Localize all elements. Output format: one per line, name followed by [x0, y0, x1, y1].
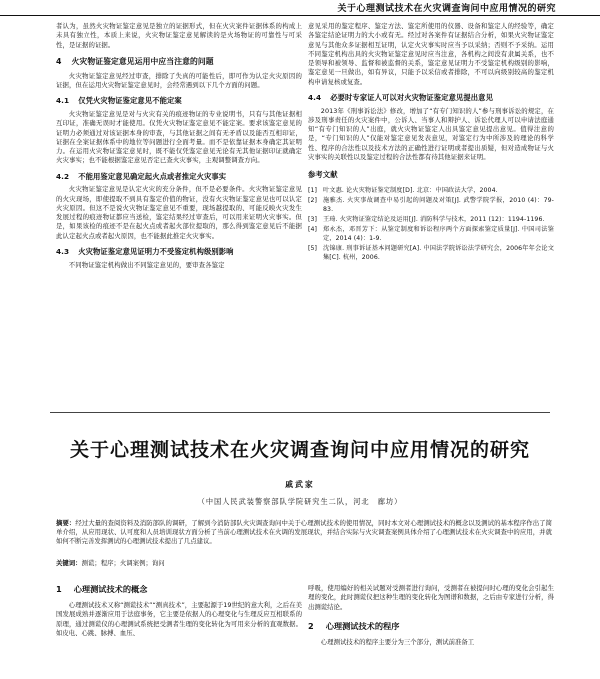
section-2-paragraph: 心理测试技术的程序主要分为三个部分，测试前准备工 — [320, 637, 475, 646]
section-4-1-paragraph: 火灾物证鉴定意见是对与火灾有关的痕迹物证的专业说明书，只有与其他证据相互印证，准确无误时才能使用。仅凭火灾物证鉴定意见不能定案。要求该鉴定意见的证明力必须通过对该证据本身的审查，与其他证据之间有无矛盾以及能否互相印证，证据在全案证据体系中的地位等问题进行全面考量。而不是依靠证据本身确定其证明力。在运用火灾物证鉴定意见时，既不能仅凭鉴定意见无论有无其他证据印证就确定火灾事实；也不能根据鉴定意见否定已查火灾事实，主观调整调查方向。 — [56, 109, 302, 165]
running-title: 关于心理测试技术在火灾调查询问中应用情况的研究 — [337, 4, 556, 14]
article-divider — [50, 412, 550, 413]
reference-item: [1] 叶文惠. 论火灾物证鉴定制度[D]. 北京：中国政法大学，2004. — [308, 186, 498, 194]
section-4-2-paragraph: 火灾物证鉴定意见是认定火灾的充分条件，但不是必要条件。火灾物证鉴定意见的火灾现场，即使提取不到具有鉴定价值的物证，没有火灾物证鉴定意见也可以认定火灾原因。但这不是说火灾物证鉴定意见不重要，现场越提取的、可能反映火灾发生发展过程的痕迹物证都应当送检，鉴定结果经过审查后，可以用来证明火灾事实。但是，如果该检的痕迹不是在起火点或者起火部位提取的，那么得到鉴定意见后不能据此认定起火点或者起火原因，也不能据此推定火灾事实。 — [56, 185, 302, 240]
section-4-3-paragraph: 不同物证鉴定机构做出不同鉴定意见的，要审查各鉴定 — [68, 260, 225, 269]
section-4-2-heading: 4.2 不能用鉴定意见确定起火点或者推定火灾事实 — [56, 171, 227, 181]
section-4-heading: 4 火灾物证鉴定意见运用中应当注意的问题 — [56, 56, 214, 66]
lower-left-column — [56, 584, 302, 638]
reference-item: [2] 施雅杰. 火灾事故调查中易引起的问题及对策[J]. 武警学院学报，2010 (4)：79-83. — [308, 196, 554, 213]
reference-item: [3] 王琦. 火灾物证鉴定结论及运用[J]. 消防科学与技术，2011 (12)：1194-1196. — [308, 215, 545, 223]
section-4-4-paragraph: 2013年《刑事诉讼法》修改，增加了“有专门知识的人”参与刑事诉讼的规定，在涉及刑事责任的火灾案件中，公诉人、当事人和辩护人、诉讼代理人可以申请法庭通知“有专门知识的人”出庭，就火灾物证鉴定人出具鉴定意见提出意见。值得注意的是，“专门知识的人”仅能对鉴定意见发表意见，对鉴定行为中所涉及的理论的科学性、程序的合法性以及技术方法的正确性进行证明或者提出质疑，但对造成物证与火灾事实的关联性以及鉴定过程的合法性都有待其他证据来证明。 — [308, 106, 554, 162]
section-4-4-heading: 4.4 必要时专家证人可以对火灾物证鉴定意见提出意见 — [308, 93, 493, 103]
continued-paragraph: 意见采用的鉴定程序、鉴定方法、鉴定所使用的仪器、设备和鉴定人的经验等，确定各鉴定结论证明力的大小或有无。经过对各案件有证据结合分析，如果火灾物证鉴定意见与其他众多证据相互证明，认定火灾事实时应当予以采纳；否则不予采纳。运用不同鉴定机构出具的火灾物证鉴定意见时应当注意，各机构之间没有隶属关系，也不是领导和被领导、监督和被监督的关系，鉴定意见证明力不受鉴定机构级别的影响，鉴定意见一旦做出，如有异议，只能予以采信或者排除，不可以向级别较高的鉴定机构申请复核或复查。 — [308, 22, 554, 86]
running-header — [0, 0, 600, 16]
author-affiliation: （中国人民武装警察部队学院研究生二队，河北 廊坊） — [197, 497, 403, 506]
section-2-heading: 2 心理测试技术的程序 — [308, 620, 400, 631]
section-4-3-heading: 4.3 火灾物证鉴定意见证明力不受鉴定机构级别影响 — [56, 247, 234, 257]
abstract-label: 摘要： — [56, 519, 76, 527]
upper-right-column — [308, 22, 554, 263]
abstract-text: 经过大量的查阅资料及消防部队的调研，了解到今消防部队火灾调查询问中关于心理测试技术的使用情况，同时本文对心理测试技术的概念以及测试的基本程序作出了简单介绍，从应用现状、认可度和人员培训现状方面分析了当前心理测试技术在火调的发展现状，并结合实际与火灾调查案例具体介绍了心理测试技术在火灾调查中的应用，并就如何不断完善发挥测试的心理测试技术提出了几点建议。 — [56, 519, 552, 546]
abstract — [56, 519, 552, 547]
references-title: 参考文献 — [308, 170, 338, 180]
lower-right-column — [308, 584, 554, 647]
intro-paragraph: 者认为，虽然火灾物证鉴定意见是独立的证据形式，但在火灾案件证据体系的构成上未具有独立性，本质上来说，火灾物证鉴定意见解读的是火场物证的可靠性与可采性，是证据的证据。 — [56, 22, 302, 49]
keywords-label: 关键词： — [56, 559, 82, 567]
upper-left-column — [56, 22, 302, 270]
section-4-1-heading: 4.1 仅凭火灾物证鉴定意见不能定案 — [56, 96, 182, 106]
author-name: 戚武家 — [285, 480, 315, 489]
reference-item: [5] 沈锦康. 刑事诉证基本问题研究[A]. 中国法学院诉讼法学研究会，2006年年会论文集[C]. 杭州，2006. — [308, 244, 554, 261]
section-4-paragraph: 火灾物证鉴定意见经过审查，排除了失真的可能性后，即可作为认定火灾原因的证据，但在运用火灾物证鉴定意见时，会经常遇到以下几个方面的问题。 — [56, 71, 302, 90]
continued-paragraph-lower: 呼吸，使用编好的相关试题对受测者进行询问，受测者在被提问时心理的变化会引起生理的变化，此时测谎仪把这种生理的变化转化为图谱和数据，之后由专家进行分析，得出测谎结论。 — [308, 584, 554, 611]
article-title: 关于心理测试技术在火灾调查询问中应用情况的研究 — [69, 439, 530, 461]
section-1-paragraph: 心理测试技术又称“测谎技术”“测真技术”，主要起源于19世纪的意大利，之后在美国发展成熟并逐渐应用于法庭事务，它主要是依据人的心理变化与生理反应互相联系的原理，通过测谎仪的心理测试系统把受测者生理的变化转化为可用来分析的直观数据。如皮电、心跳、脉搏、血压、 — [56, 601, 302, 637]
keywords — [56, 559, 552, 568]
reference-item: [4] 郑永杰，邓晋芳下：从鉴定制度和诉讼程序两个方面探索鉴定质量[J]. 中国司法鉴定，2014 (4)：1-9. — [308, 225, 554, 242]
keywords-text: 测谎；程序；火调案例；询问 — [81, 559, 165, 567]
section-1-heading: 1 心理测试技术的概念 — [56, 584, 148, 594]
